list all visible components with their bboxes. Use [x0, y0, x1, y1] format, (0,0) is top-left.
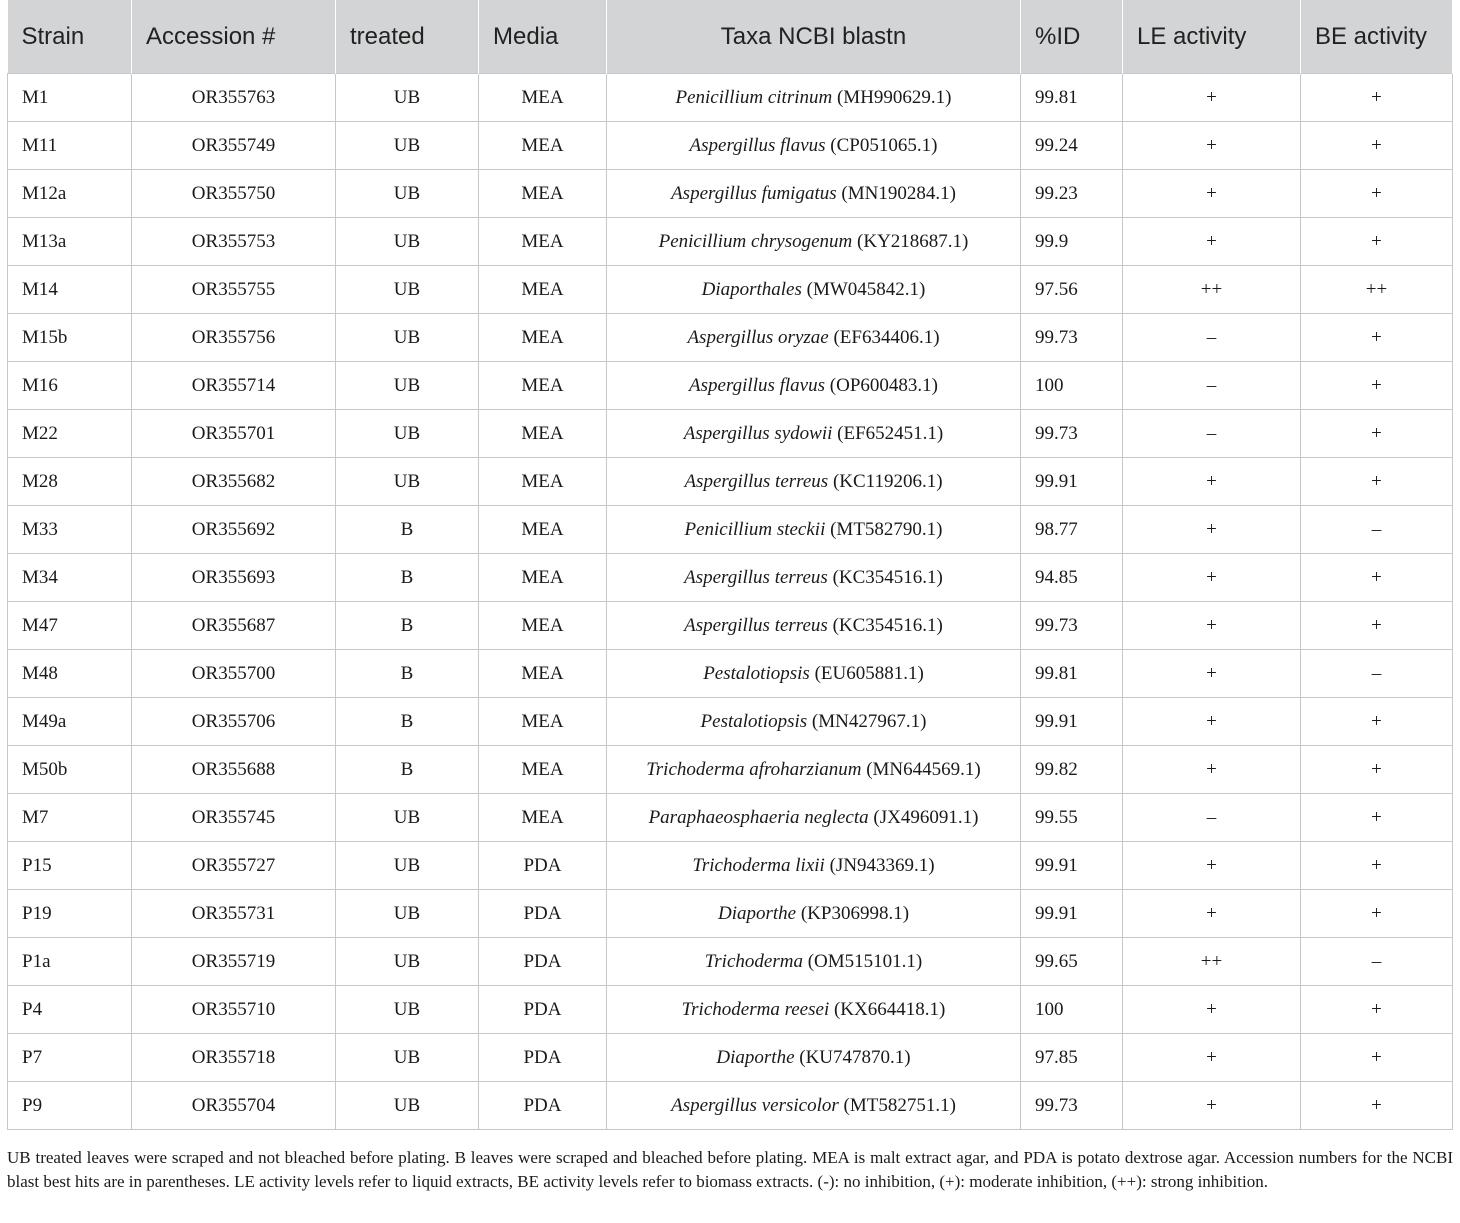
cell-be-activity: +: [1301, 458, 1453, 506]
cell-taxa: [607, 506, 1021, 554]
cell-treated: UB: [336, 458, 479, 506]
taxon-name: Aspergillus versicolor: [671, 1094, 839, 1116]
taxon-name: Aspergillus flavus: [689, 134, 826, 156]
cell-media: MEA: [479, 794, 607, 842]
blast-hit-accession: (MT582790.1): [830, 518, 943, 540]
cell-be-activity: +: [1301, 842, 1453, 890]
table-row: [8, 1082, 1453, 1130]
table-row: [8, 74, 1453, 122]
blast-hit-accession: (EU605881.1): [814, 662, 924, 684]
taxon-name: Penicillium steckii: [684, 518, 826, 540]
cell-le-activity: +: [1123, 1082, 1301, 1130]
cell-percent-id: 99.91: [1021, 458, 1123, 506]
cell-strain: P4: [8, 986, 132, 1034]
cell-le-activity: +: [1123, 170, 1301, 218]
cell-percent-id: 100: [1021, 986, 1123, 1034]
cell-be-activity: +: [1301, 122, 1453, 170]
cell-accession: OR355719: [132, 938, 336, 986]
header-treated: treated: [336, 0, 479, 74]
cell-media: MEA: [479, 602, 607, 650]
taxon-name: Diaporthe: [716, 1046, 795, 1068]
cell-accession: OR355755: [132, 266, 336, 314]
cell-media: MEA: [479, 698, 607, 746]
cell-percent-id: 99.81: [1021, 650, 1123, 698]
cell-taxa: [607, 650, 1021, 698]
cell-taxa: [607, 938, 1021, 986]
cell-percent-id: 99.73: [1021, 1082, 1123, 1130]
cell-media: MEA: [479, 314, 607, 362]
cell-be-activity: +: [1301, 170, 1453, 218]
taxon-name: Trichoderma reesei: [681, 998, 830, 1020]
cell-le-activity: ++: [1123, 266, 1301, 314]
blast-hit-accession: (KY218687.1): [857, 230, 969, 252]
cell-treated: B: [336, 650, 479, 698]
cell-be-activity: –: [1301, 938, 1453, 986]
header-taxa: Taxa NCBI blastn: [607, 0, 1021, 74]
header-percent-id: %ID: [1021, 0, 1123, 74]
cell-strain: M28: [8, 458, 132, 506]
table-row: [8, 218, 1453, 266]
taxon-name: Aspergillus terreus: [684, 566, 828, 588]
cell-media: PDA: [479, 1034, 607, 1082]
cell-accession: OR355714: [132, 362, 336, 410]
cell-be-activity: +: [1301, 314, 1453, 362]
cell-media: MEA: [479, 650, 607, 698]
table-row: [8, 842, 1453, 890]
cell-le-activity: +: [1123, 698, 1301, 746]
cell-accession: OR355692: [132, 506, 336, 554]
cell-accession: OR355763: [132, 74, 336, 122]
cell-media: MEA: [479, 458, 607, 506]
cell-accession: OR355706: [132, 698, 336, 746]
cell-percent-id: 99.23: [1021, 170, 1123, 218]
table-row: [8, 890, 1453, 938]
taxon-name: Aspergillus fumigatus: [671, 182, 837, 204]
cell-treated: UB: [336, 938, 479, 986]
cell-media: MEA: [479, 170, 607, 218]
cell-accession: OR355727: [132, 842, 336, 890]
cell-percent-id: 99.91: [1021, 890, 1123, 938]
cell-treated: B: [336, 698, 479, 746]
cell-percent-id: 100: [1021, 362, 1123, 410]
blast-hit-accession: (OM515101.1): [807, 950, 923, 972]
cell-treated: UB: [336, 170, 479, 218]
cell-be-activity: +: [1301, 218, 1453, 266]
cell-taxa: [607, 1082, 1021, 1130]
cell-media: PDA: [479, 842, 607, 890]
cell-accession: OR355682: [132, 458, 336, 506]
cell-accession: OR355753: [132, 218, 336, 266]
taxon-name: Penicillium chrysogenum: [658, 230, 853, 252]
cell-strain: M50b: [8, 746, 132, 794]
table-row: [8, 938, 1453, 986]
cell-treated: B: [336, 602, 479, 650]
cell-strain: P7: [8, 1034, 132, 1082]
cell-percent-id: 99.91: [1021, 698, 1123, 746]
table-row: [8, 458, 1453, 506]
cell-taxa: [607, 314, 1021, 362]
cell-be-activity: –: [1301, 650, 1453, 698]
cell-be-activity: +: [1301, 74, 1453, 122]
taxon-name: Trichoderma afroharzianum: [646, 758, 862, 780]
cell-treated: UB: [336, 410, 479, 458]
blast-hit-accession: (KU747870.1): [799, 1046, 911, 1068]
cell-accession: OR355731: [132, 890, 336, 938]
header-strain: Strain: [8, 0, 132, 74]
cell-strain: P15: [8, 842, 132, 890]
cell-treated: UB: [336, 314, 479, 362]
cell-le-activity: +: [1123, 602, 1301, 650]
table-row: [8, 554, 1453, 602]
table-row: [8, 602, 1453, 650]
taxon-name: Aspergillus terreus: [684, 614, 828, 636]
cell-treated: UB: [336, 1082, 479, 1130]
taxon-name: Pestalotiopsis: [703, 662, 810, 684]
blast-hit-accession: (JX496091.1): [873, 806, 979, 828]
cell-accession: OR355700: [132, 650, 336, 698]
cell-le-activity: +: [1123, 458, 1301, 506]
cell-be-activity: ++: [1301, 266, 1453, 314]
table-footnote: UB treated leaves were scraped and not bleached before plating. B leaves were scraped and bleached before plating. MEA is malt extract agar, and PDA is potato dextrose agar. Accession numbers for the NCBI blast best hits are in parentheses. LE activity levels refer to liquid extracts, BE activity levels refer to biomass extracts. (-): no inhibition, (+): moderate inhibition, (++): strong inhibition.: [7, 1148, 1453, 1191]
cell-taxa: [607, 698, 1021, 746]
cell-be-activity: +: [1301, 1082, 1453, 1130]
cell-percent-id: 99.73: [1021, 410, 1123, 458]
cell-taxa: [607, 122, 1021, 170]
cell-media: MEA: [479, 266, 607, 314]
cell-treated: UB: [336, 218, 479, 266]
blast-hit-accession: (KX664418.1): [833, 998, 946, 1020]
cell-le-activity: +: [1123, 842, 1301, 890]
cell-percent-id: 97.85: [1021, 1034, 1123, 1082]
blast-hit-accession: (EF634406.1): [833, 326, 940, 348]
cell-le-activity: +: [1123, 986, 1301, 1034]
cell-treated: UB: [336, 266, 479, 314]
cell-accession: OR355687: [132, 602, 336, 650]
cell-strain: M49a: [8, 698, 132, 746]
cell-be-activity: +: [1301, 1034, 1453, 1082]
cell-percent-id: 99.73: [1021, 602, 1123, 650]
header-media: Media: [479, 0, 607, 74]
cell-strain: M47: [8, 602, 132, 650]
cell-percent-id: 99.65: [1021, 938, 1123, 986]
cell-le-activity: +: [1123, 1034, 1301, 1082]
cell-treated: UB: [336, 362, 479, 410]
table-row: [8, 1034, 1453, 1082]
cell-le-activity: +: [1123, 506, 1301, 554]
cell-be-activity: +: [1301, 362, 1453, 410]
cell-le-activity: +: [1123, 890, 1301, 938]
cell-le-activity: +: [1123, 650, 1301, 698]
taxon-name: Pestalotiopsis: [700, 710, 808, 732]
cell-strain: M12a: [8, 170, 132, 218]
cell-le-activity: –: [1123, 410, 1301, 458]
blast-hit-accession: (KP306998.1): [800, 902, 910, 924]
cell-accession: OR355750: [132, 170, 336, 218]
cell-le-activity: +: [1123, 554, 1301, 602]
cell-be-activity: +: [1301, 794, 1453, 842]
table-row: [8, 746, 1453, 794]
table-row: [8, 266, 1453, 314]
blast-hit-accession: (KC354516.1): [832, 566, 943, 588]
cell-strain: P1a: [8, 938, 132, 986]
cell-media: PDA: [479, 890, 607, 938]
cell-strain: P9: [8, 1082, 132, 1130]
taxon-name: Trichoderma: [704, 950, 803, 972]
cell-strain: M14: [8, 266, 132, 314]
cell-le-activity: +: [1123, 746, 1301, 794]
cell-taxa: [607, 266, 1021, 314]
blast-hit-accession: (MW045842.1): [806, 278, 926, 300]
cell-accession: OR355749: [132, 122, 336, 170]
cell-strain: M11: [8, 122, 132, 170]
cell-taxa: [607, 1034, 1021, 1082]
cell-strain: M1: [8, 74, 132, 122]
cell-media: MEA: [479, 362, 607, 410]
cell-strain: M13a: [8, 218, 132, 266]
taxon-name: Aspergillus oryzae: [687, 326, 829, 348]
taxon-name: Aspergillus flavus: [689, 374, 826, 396]
cell-taxa: [607, 458, 1021, 506]
cell-le-activity: +: [1123, 122, 1301, 170]
cell-treated: B: [336, 554, 479, 602]
cell-percent-id: 97.56: [1021, 266, 1123, 314]
cell-taxa: [607, 842, 1021, 890]
cell-taxa: [607, 410, 1021, 458]
cell-media: PDA: [479, 938, 607, 986]
cell-le-activity: –: [1123, 314, 1301, 362]
cell-strain: M7: [8, 794, 132, 842]
cell-le-activity: +: [1123, 74, 1301, 122]
cell-le-activity: +: [1123, 218, 1301, 266]
taxon-name: Diaporthales: [701, 278, 802, 300]
cell-taxa: [607, 554, 1021, 602]
cell-be-activity: +: [1301, 746, 1453, 794]
cell-accession: OR355704: [132, 1082, 336, 1130]
cell-treated: UB: [336, 986, 479, 1034]
table-row: [8, 650, 1453, 698]
blast-hit-accession: (MN644569.1): [866, 758, 981, 780]
cell-strain: M48: [8, 650, 132, 698]
cell-be-activity: +: [1301, 986, 1453, 1034]
header-le-activity: LE activity: [1123, 0, 1301, 74]
cell-le-activity: –: [1123, 794, 1301, 842]
cell-media: MEA: [479, 554, 607, 602]
cell-media: MEA: [479, 218, 607, 266]
cell-percent-id: 99.91: [1021, 842, 1123, 890]
cell-accession: OR355756: [132, 314, 336, 362]
cell-treated: UB: [336, 74, 479, 122]
blast-hit-accession: (CP051065.1): [830, 134, 938, 156]
cell-be-activity: +: [1301, 602, 1453, 650]
cell-strain: M34: [8, 554, 132, 602]
cell-percent-id: 99.82: [1021, 746, 1123, 794]
cell-media: MEA: [479, 746, 607, 794]
cell-media: MEA: [479, 410, 607, 458]
cell-percent-id: 99.24: [1021, 122, 1123, 170]
cell-treated: UB: [336, 1034, 479, 1082]
table-row: [8, 506, 1453, 554]
cell-percent-id: 94.85: [1021, 554, 1123, 602]
cell-taxa: [607, 170, 1021, 218]
blast-hit-accession: (KC119206.1): [832, 470, 943, 492]
cell-media: PDA: [479, 986, 607, 1034]
cell-accession: OR355710: [132, 986, 336, 1034]
blast-hit-accession: (MH990629.1): [836, 86, 952, 108]
cell-accession: OR355745: [132, 794, 336, 842]
cell-taxa: [607, 362, 1021, 410]
table-row: [8, 170, 1453, 218]
blast-hit-accession: (MN190284.1): [841, 182, 956, 204]
table-row: [8, 986, 1453, 1034]
blast-hit-accession: (KC354516.1): [832, 614, 943, 636]
cell-media: MEA: [479, 506, 607, 554]
cell-percent-id: 99.55: [1021, 794, 1123, 842]
cell-treated: B: [336, 506, 479, 554]
header-be-activity: BE activity: [1301, 0, 1453, 74]
table-row: [8, 362, 1453, 410]
table-row: [8, 410, 1453, 458]
cell-be-activity: +: [1301, 554, 1453, 602]
taxon-name: Aspergillus terreus: [684, 470, 829, 492]
cell-media: MEA: [479, 74, 607, 122]
cell-percent-id: 98.77: [1021, 506, 1123, 554]
cell-taxa: [607, 602, 1021, 650]
strain-table: [7, 0, 1453, 1130]
cell-strain: M15b: [8, 314, 132, 362]
table-row: [8, 794, 1453, 842]
taxon-name: Trichoderma lixii: [692, 854, 825, 876]
blast-hit-accession: (MN427967.1): [811, 710, 927, 732]
cell-be-activity: +: [1301, 410, 1453, 458]
taxon-name: Penicillium citrinum: [675, 86, 833, 108]
table-row: [8, 122, 1453, 170]
table-row: [8, 698, 1453, 746]
cell-percent-id: 99.73: [1021, 314, 1123, 362]
cell-accession: OR355701: [132, 410, 336, 458]
cell-be-activity: –: [1301, 506, 1453, 554]
cell-strain: P19: [8, 890, 132, 938]
cell-be-activity: +: [1301, 890, 1453, 938]
cell-treated: UB: [336, 794, 479, 842]
cell-strain: M16: [8, 362, 132, 410]
cell-treated: UB: [336, 842, 479, 890]
table-body: [8, 74, 1453, 1130]
cell-le-activity: ++: [1123, 938, 1301, 986]
cell-treated: B: [336, 746, 479, 794]
cell-taxa: [607, 890, 1021, 938]
cell-taxa: [607, 986, 1021, 1034]
table-row: [8, 314, 1453, 362]
cell-taxa: [607, 74, 1021, 122]
blast-hit-accession: (OP600483.1): [829, 374, 938, 396]
cell-taxa: [607, 794, 1021, 842]
cell-taxa: [607, 218, 1021, 266]
cell-accession: OR355718: [132, 1034, 336, 1082]
taxon-name: Paraphaeosphaeria neglecta: [648, 806, 869, 828]
cell-accession: OR355693: [132, 554, 336, 602]
cell-strain: M33: [8, 506, 132, 554]
cell-percent-id: 99.9: [1021, 218, 1123, 266]
header-accession: Accession #: [132, 0, 336, 74]
cell-media: MEA: [479, 122, 607, 170]
cell-media: PDA: [479, 1082, 607, 1130]
cell-accession: OR355688: [132, 746, 336, 794]
cell-le-activity: –: [1123, 362, 1301, 410]
taxon-name: Diaporthe: [717, 902, 797, 924]
cell-strain: M22: [8, 410, 132, 458]
cell-taxa: [607, 746, 1021, 794]
cell-treated: UB: [336, 890, 479, 938]
cell-percent-id: 99.81: [1021, 74, 1123, 122]
blast-hit-accession: (EF652451.1): [837, 422, 944, 444]
cell-treated: UB: [336, 122, 479, 170]
strain-table-container: [7, 0, 1452, 1130]
blast-hit-accession: (MT582751.1): [843, 1094, 956, 1116]
cell-be-activity: +: [1301, 698, 1453, 746]
blast-hit-accession: (JN943369.1): [829, 854, 935, 876]
taxon-name: Aspergillus sydowii: [683, 422, 833, 444]
table-header-row: [8, 0, 1453, 74]
